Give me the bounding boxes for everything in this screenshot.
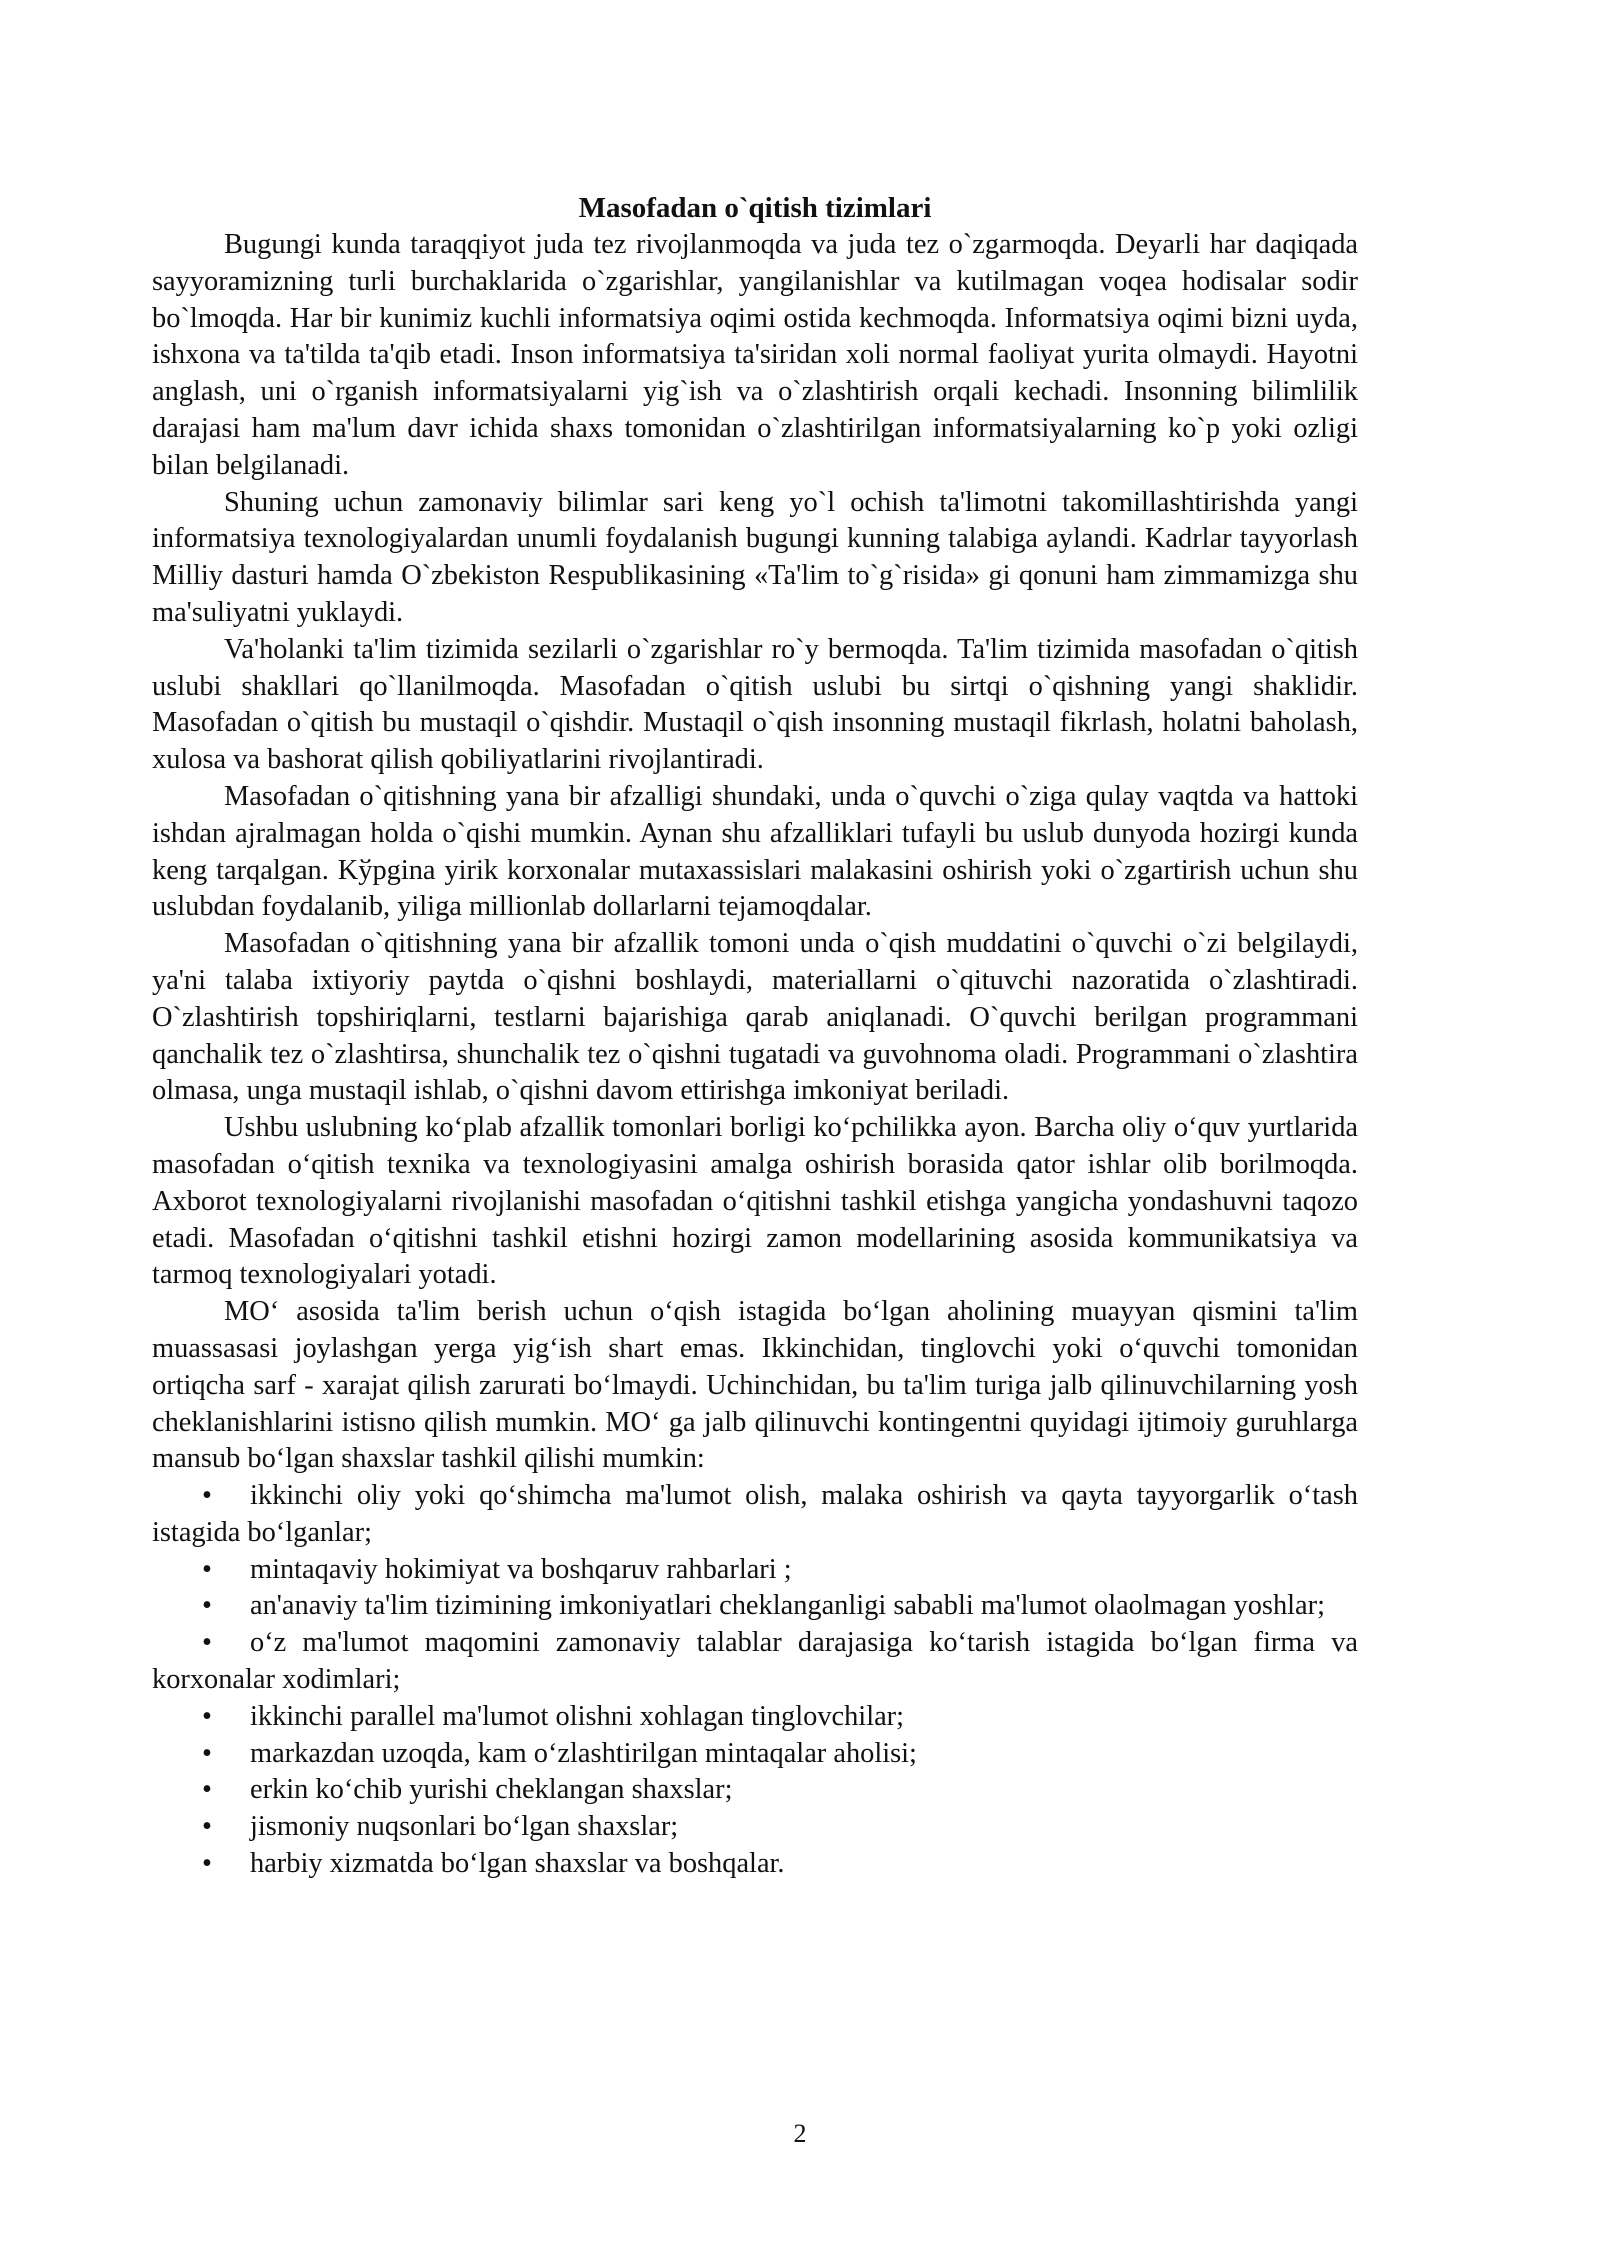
page-number: 2 (793, 2119, 807, 2148)
paragraph-6: Ushbu uslubning ko‘plab afzallik tomonlari borligi ko‘pchilikka ayon. Barcha oliy o‘quv yurtlarida masofadan o‘qitish texnika va texnologiyasini amalga oshirish borasida qator ishlar olib borilmoqda. Axborot texnologiyalarni rivojlanishi masofadan o‘qitishni tashkil etishga yangicha yondashuvni taqozo etadi. Masofadan o‘qitishni tashkil etishni hozirgi zamon modellarining asosida kommunikatsiya va tarmoq texnologiyalari yotadi. (152, 1112, 1358, 1291)
bullet-list (152, 1478, 1358, 1883)
paragraph-2: Shuning uchun zamonaviy bilimlar sari keng yo`l ochish ta'limotni takomillashtirishda yangi informatsiya texnologiyalardan unumli foydalanish bugungi kunning talabiga aylandi. Kadrlar tayyorlash Milliy dasturi hamda O`zbekiston Respublikasining «Ta'lim to`g`risida» gi qonuni ham zimmamizga shu ma'suliyatni yuklaydi. (152, 486, 1358, 628)
bullet-icon: • (202, 1848, 212, 1880)
list-item-text: jismoniy nuqsonlari bo‘lgan shaxslar; (250, 1811, 679, 1843)
bullet-icon: • (202, 1627, 212, 1659)
paragraph-5: Masofadan o`qitishning yana bir afzallik tomoni unda o`qish muddatini o`quvchi o`zi belgilaydi, ya'ni talaba ixtiyoriy paytda o`qishni boshlaydi, materiallarni o`qituvchi nazoratida o`zlashtiradi. O`zlashtirish topshiriqlarni, testlarni bajarishiga qarab aniqlanadi. O`quvchi berilgan programmani qanchalik tez o`zlashtirsa, shunchalik tez o`qishni tugatadi va guvohnoma oladi. Programmani o`zlashtira olmasa, unga mustaqil ishlab, o`qishni davom ettirishga imkoniyat beriladi. (152, 928, 1358, 1107)
list-item (152, 1736, 1358, 1773)
list-item (152, 1699, 1358, 1736)
list-item-text: harbiy xizmatda bo‘lgan shaxslar va boshqalar. (250, 1848, 785, 1880)
paragraph-7: MO‘ asosida ta'lim berish uchun o‘qish istagida bo‘lgan aholining muayyan qismini ta'lim muassasasi joylashgan yerga yig‘ish shart emas. Ikkinchidan, tinglovchi yoki o‘quvchi tomonidan ortiqcha sarf - xarajat qilish zarurati bo‘lmaydi. Uchinchidan, bu ta'lim turiga jalb qilinuvchilarning yosh cheklanishlarini istisno qilish mumkin. MO‘ ga jalb qilinuvchi kontingentni quyidagi ijtimoiy guruhlarga mansub bo‘lgan shaxslar tashkil qilishi mumkin: (152, 1296, 1358, 1475)
list-item-text: markazdan uzoqda, kam o‘zlashtirilgan mintaqalar aholisi; (250, 1737, 917, 1769)
bullet-icon: • (202, 1774, 212, 1806)
document-title: Masofadan o`qitish tizimlari (578, 192, 932, 224)
list-item (152, 1478, 1358, 1552)
list-item-text: ikkinchi parallel ma'lumot olishni xohlagan tinglovchilar; (250, 1700, 905, 1732)
paragraph-1: Bugungi kunda taraqqiyot juda tez rivojlanmoqda va juda tez o`zgarmoqda. Deyarli har daqiqada sayyoramizning turli burchaklarida o`zgarishlar, yangilanishlar va kutilmagan voqea hodisalar sodir bo`lmoqda. Har bir kunimiz kuchli informatsiya oqimi ostida kechmoqda. Informatsiya oqimi bizni uyda, ishxona va ta'tilda ta'qib etadi. Inson informatsiya ta'siridan xoli normal faoliyat yurita olmaydi. Hayotni anglash, uni o`rganish informatsiyalarni yig`ish va o`zlashtirish orqali kechadi. Insonning bilimlilik darajasi ham ma'lum davr ichida shaxs tomonidan o`zlashtirilgan informatsiyalarning ko`p yoki ozligi bilan belgilanadi. (152, 229, 1358, 481)
list-item-text: an'anaviy ta'lim tizimining imkoniyatlari cheklanganligi sababli ma'lumot olaolmagan yoshlar; (250, 1590, 1326, 1622)
list-item-text: mintaqaviy hokimiyat va boshqaruv rahbarlari ; (250, 1553, 792, 1585)
bullet-icon: • (202, 1480, 212, 1512)
bullet-icon: • (202, 1737, 212, 1769)
list-item (152, 1772, 1358, 1809)
list-item-text: ikkinchi oliy yoki qo‘shimcha ma'lumot olish, malaka oshirish va qayta tayyorgarlik o‘tash istagida bo‘lganlar; (152, 1480, 1358, 1548)
list-item (152, 1588, 1358, 1625)
list-item (152, 1552, 1358, 1589)
bullet-icon: • (202, 1590, 212, 1622)
document-content (152, 190, 1358, 1883)
paragraph-3: Va'holanki ta'lim tizimida sezilarli o`zgarishlar ro`y bermoqda. Ta'lim tizimida masofadan o`qitish uslubi shakllari qo`llanilmoqda. Masofadan o`qitish uslubi bu sirtqi o`qishning yangi shaklidir. Masofadan o`qitish bu mustaqil o`qishdir. Mustaqil o`qish insonning mustaqil fikrlash, holatni baholash, xulosa va bashorat qilish qobiliyatlarini rivojlantiradi. (152, 633, 1358, 776)
bullet-icon: • (202, 1553, 212, 1585)
list-item (152, 1809, 1358, 1846)
list-item-text: o‘z ma'lumot maqomini zamonaviy talablar darajasiga ko‘tarish istagida bo‘lgan firma va korxonalar xodimlari; (152, 1627, 1358, 1696)
list-item (152, 1625, 1358, 1699)
paragraph-4: Masofadan o`qitishning yana bir afzalligi shundaki, unda o`quvchi o`ziga qulay vaqtda va hattoki ishdan ajralmagan holda o`qishi mumkin. Aynan shu afzalliklari tufayli bu uslub dunyoda hozirgi kunda keng tarqalgan. Kўpgina yirik korxonalar mutaxassislari malakasini oshirish yoki o`zgartirish uchun shu uslubdan foydalanib, yiliga millionlab dollarlarni tejamoqdalar. (152, 780, 1358, 923)
list-item (152, 1846, 1358, 1883)
list-item-text: erkin ko‘chib yurishi cheklangan shaxslar; (250, 1774, 733, 1806)
bullet-icon: • (202, 1811, 212, 1843)
bullet-icon: • (202, 1700, 212, 1732)
